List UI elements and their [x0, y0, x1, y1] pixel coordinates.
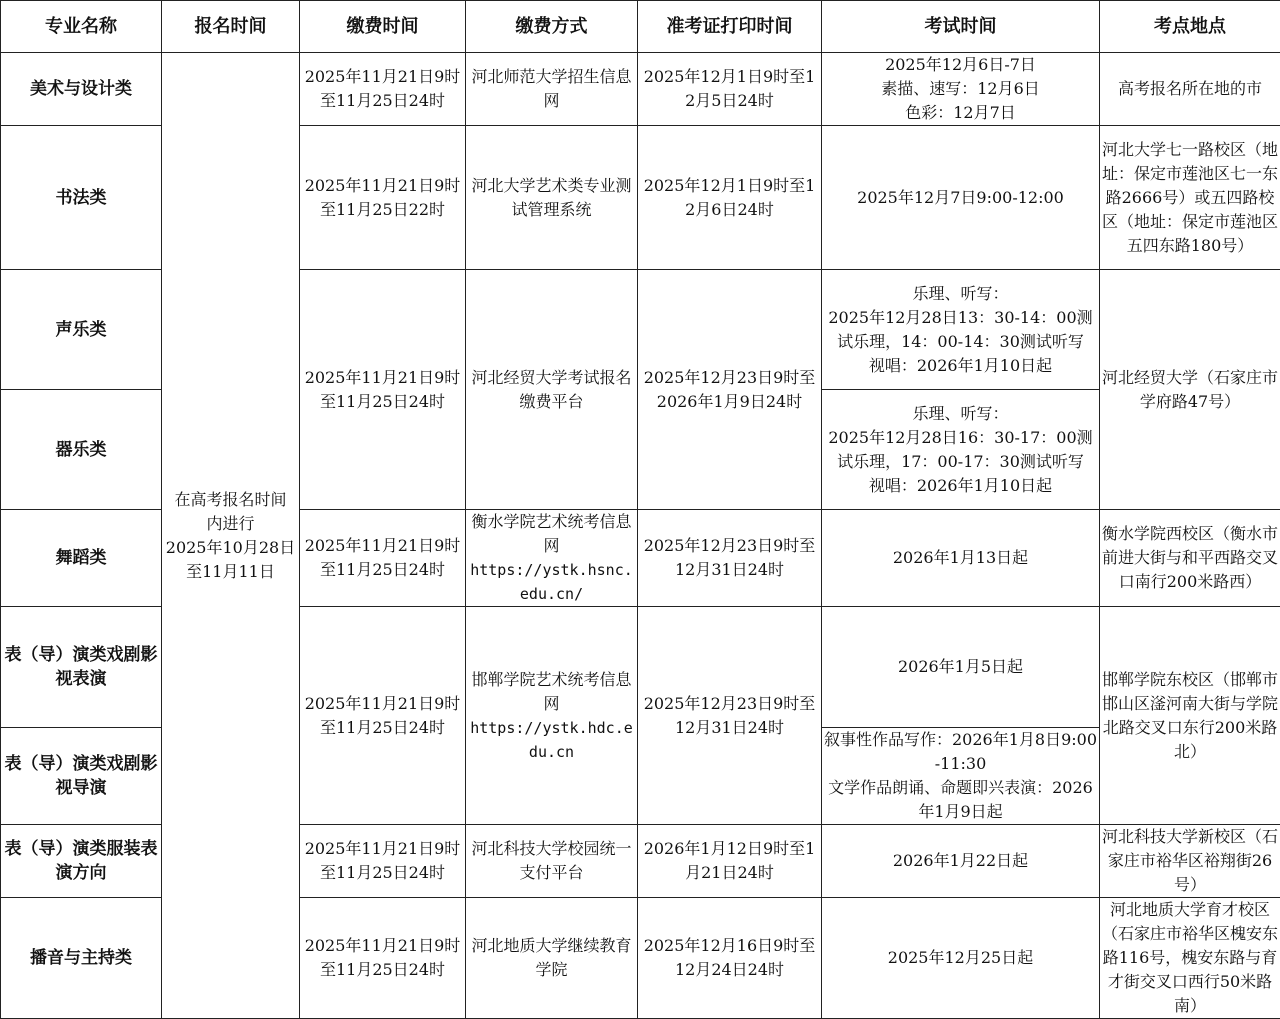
- header-payment-time: 缴费时间: [300, 1, 466, 53]
- major-name: 表（导）演类戏剧影视导演: [1, 728, 162, 825]
- admission-print-time: 2025年12月23日9时至12月31日24时: [638, 510, 822, 607]
- exam-time: 2025年12月7日9:00-12:00: [822, 126, 1100, 270]
- header-major: 专业名称: [1, 1, 162, 53]
- header-exam-time: 考试时间: [822, 1, 1100, 53]
- admission-print-time: 2025年12月23日9时至12月31日24时: [638, 607, 822, 825]
- payment-time: 2025年11月21日9时至11月25日24时: [300, 607, 466, 825]
- payment-method-name: 衡水学院艺术统考信息网: [468, 510, 635, 558]
- payment-time: 2025年11月21日9时至11月25日24时: [300, 270, 466, 510]
- exam-time-line: 视唱：2026年1月10日起: [824, 474, 1097, 498]
- exam-time: 2026年1月13日起: [822, 510, 1100, 607]
- admission-print-time: 2025年12月1日9时至12月5日24时: [638, 53, 822, 126]
- major-name: 播音与主持类: [1, 898, 162, 1019]
- exam-location: 高考报名所在地的市: [1100, 53, 1280, 126]
- exam-time-line: 2025年12月6日-7日: [824, 53, 1097, 77]
- exam-time: [822, 728, 1100, 825]
- exam-time-line: 乐理、听写：: [824, 282, 1097, 306]
- exam-time: 2026年1月22日起: [822, 825, 1100, 898]
- major-name: 表（导）演类服装表演方向: [1, 825, 162, 898]
- header-admission-print-time: 准考证打印时间: [638, 1, 822, 53]
- payment-method: [466, 607, 638, 825]
- admission-print-time: 2025年12月1日9时至12月6日24时: [638, 126, 822, 270]
- payment-time: 2025年11月21日9时至11月25日24时: [300, 825, 466, 898]
- payment-method-name: 邯郸学院艺术统考信息网: [468, 668, 635, 716]
- exam-time: [822, 270, 1100, 390]
- registration-time-line: 在高考报名时间: [164, 488, 297, 512]
- exam-time: [822, 390, 1100, 510]
- exam-time-line: 乐理、听写：: [824, 402, 1097, 426]
- major-name: 声乐类: [1, 270, 162, 390]
- payment-time: 2025年11月21日9时至11月25日22时: [300, 126, 466, 270]
- table-row: [1, 53, 1280, 126]
- major-name: 舞蹈类: [1, 510, 162, 607]
- exam-time-line: 色彩：12月7日: [824, 101, 1097, 125]
- admission-print-time: 2025年12月23日9时至2026年1月9日24时: [638, 270, 822, 510]
- payment-time: 2025年11月21日9时至11月25日24时: [300, 510, 466, 607]
- exam-location: 邯郸学院东校区（邯郸市邯山区滏河南大街与学院北路交叉口东行200米路北）: [1100, 607, 1280, 825]
- payment-method: 河北经贸大学考试报名缴费平台: [466, 270, 638, 510]
- payment-url-link[interactable]: https://ystk.hdc.edu.cn: [468, 716, 635, 764]
- header-row: [1, 1, 1280, 53]
- payment-url-link[interactable]: https://ystk.hsnc.edu.cn/: [468, 558, 635, 606]
- exam-location: 河北大学七一路校区（地址：保定市莲池区七一东路2666号）或五四路校区（地址：保定市莲池区五四东路180号）: [1100, 126, 1280, 270]
- exam-time-line: 文学作品朗诵、命题即兴表演：2026年1月9日起: [824, 776, 1097, 824]
- exam-time: [822, 53, 1100, 126]
- registration-time-line: 至11月11日: [164, 560, 297, 584]
- payment-method: 河北大学艺术类专业测试管理系统: [466, 126, 638, 270]
- major-name: 美术与设计类: [1, 53, 162, 126]
- major-name: 器乐类: [1, 390, 162, 510]
- exam-location: 衡水学院西校区（衡水市前进大街与和平西路交叉口南行200米路西）: [1100, 510, 1280, 607]
- admission-print-time: 2025年12月16日9时至12月24日24时: [638, 898, 822, 1019]
- registration-time-line: 内进行: [164, 512, 297, 536]
- exam-location: 河北科技大学新校区（石家庄市裕华区裕翔街26号）: [1100, 825, 1280, 898]
- registration-time-cell: [162, 53, 300, 1019]
- major-name: 书法类: [1, 126, 162, 270]
- exam-location: 河北经贸大学（石家庄市学府路47号）: [1100, 270, 1280, 510]
- admission-print-time: 2026年1月12日9时至1月21日24时: [638, 825, 822, 898]
- exam-time-line: 素描、速写：12月6日: [824, 77, 1097, 101]
- exam-time-line: 2025年12月28日16：30-17：00测试乐理，17：00-17：30测试听写: [824, 426, 1097, 474]
- exam-time-line: 视唱：2026年1月10日起: [824, 354, 1097, 378]
- exam-time: 2025年12月25日起: [822, 898, 1100, 1019]
- exam-location: 河北地质大学育才校区（石家庄市裕华区槐安东路116号，槐安东路与育才街交叉口西行50米路南）: [1100, 898, 1280, 1019]
- payment-method: 河北师范大学招生信息网: [466, 53, 638, 126]
- exam-time-line: 叙事性作品写作：2026年1月8日9:00-11:30: [824, 728, 1097, 776]
- payment-method: 河北科技大学校园统一支付平台: [466, 825, 638, 898]
- header-payment-method: 缴费方式: [466, 1, 638, 53]
- payment-method: [466, 510, 638, 607]
- header-exam-location: 考点地点: [1100, 1, 1280, 53]
- exam-time: 2026年1月5日起: [822, 607, 1100, 728]
- exam-time-line: 2025年12月28日13：30-14：00测试乐理，14：00-14：30测试听写: [824, 306, 1097, 354]
- payment-method: 河北地质大学继续教育学院: [466, 898, 638, 1019]
- major-name: 表（导）演类戏剧影视表演: [1, 607, 162, 728]
- registration-time-line: 2025年10月28日: [164, 536, 297, 560]
- header-registration-time: 报名时间: [162, 1, 300, 53]
- payment-time: 2025年11月21日9时至11月25日24时: [300, 898, 466, 1019]
- payment-time: 2025年11月21日9时至11月25日24时: [300, 53, 466, 126]
